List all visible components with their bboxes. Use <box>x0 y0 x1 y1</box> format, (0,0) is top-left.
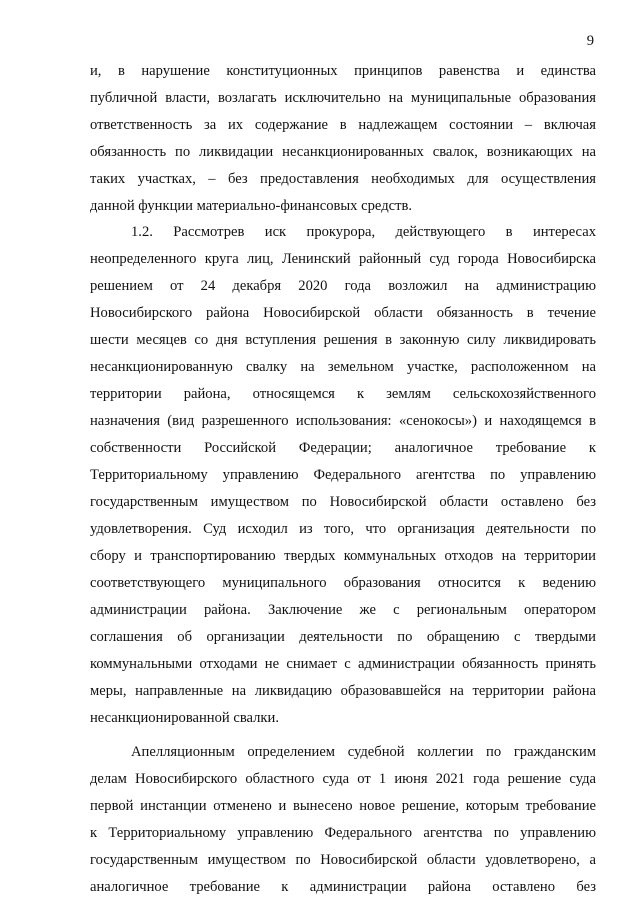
text-line: Территориальному управлению Федерального агентства по управлению <box>90 467 596 483</box>
text-line: и, в нарушение конституционных принципов равенства и единства <box>90 63 596 79</box>
text-line: коммунальными отходами не снимает с администрации обязанность принять <box>90 656 596 672</box>
text-line: Апелляционным определением судебной коллегии по гражданским <box>131 744 596 760</box>
page-number: 9 <box>586 33 594 49</box>
text-line: таких участках, – без предоставления необходимых для осуществления <box>90 171 596 187</box>
text-line: сбору и транспортированию твердых коммунальных отходов на территории <box>90 548 596 564</box>
text-line: несанкционированную свалку на земельном участке, расположенном на <box>90 359 596 375</box>
text-line: данной функции материально-финансовых средств. <box>90 198 413 214</box>
text-line: соответствующего муниципального образования относится к ведению <box>90 575 596 591</box>
text-line: решением от 24 декабря 2020 года возложил на администрацию <box>90 278 596 294</box>
text-line: удовлетворения. Суд исходил из того, что организация деятельности по <box>90 521 596 537</box>
text-line: назначения (вид разрешенного использования: «сенокосы») и находящемся в <box>90 413 596 429</box>
text-line: обязанность по ликвидации несанкционированных свалок, возникающих на <box>90 144 596 160</box>
text-line: территории района, относящемся к землям сельскохозяйственного <box>90 386 596 402</box>
text-line: к Территориальному управлению Федерального агентства по управлению <box>90 825 596 841</box>
text-line: государственным имуществом по Новосибирской области оставлено без <box>90 494 596 510</box>
text-line: аналогичное требование к администрации района оставлено без <box>90 879 596 895</box>
text-line: соглашения об организации деятельности по обращению с твердыми <box>90 629 596 645</box>
text-line: неопределенного круга лиц, Ленинский районный суд города Новосибирска <box>90 251 596 267</box>
text-line: публичной власти, возлагать исключительно на муниципальные образования <box>90 90 596 106</box>
text-line: ответственность за их содержание в надлежащем состоянии – включая <box>90 117 596 133</box>
text-line: Новосибирского района Новосибирской области обязанность в течение <box>90 305 596 321</box>
text-line: 1.2. Рассмотрев иск прокурора, действующего в интересах <box>131 224 596 240</box>
text-line: шести месяцев со дня вступления решения в законную силу ликвидировать <box>90 332 596 348</box>
text-line: меры, направленные на ликвидацию образовавшейся на территории района <box>90 683 596 699</box>
text-line: собственности Российской Федерации; аналогичное требование к <box>90 440 596 456</box>
text-line: делам Новосибирского областного суда от 1 июня 2021 года решение суда <box>90 771 596 787</box>
text-line: администрации района. Заключение же с региональным оператором <box>90 602 596 618</box>
text-line: первой инстанции отменено и вынесено новое решение, которым требование <box>90 798 596 814</box>
text-line: несанкционированной свалки. <box>90 710 279 726</box>
text-line: государственным имуществом по Новосибирской области удовлетворено, а <box>90 852 596 868</box>
